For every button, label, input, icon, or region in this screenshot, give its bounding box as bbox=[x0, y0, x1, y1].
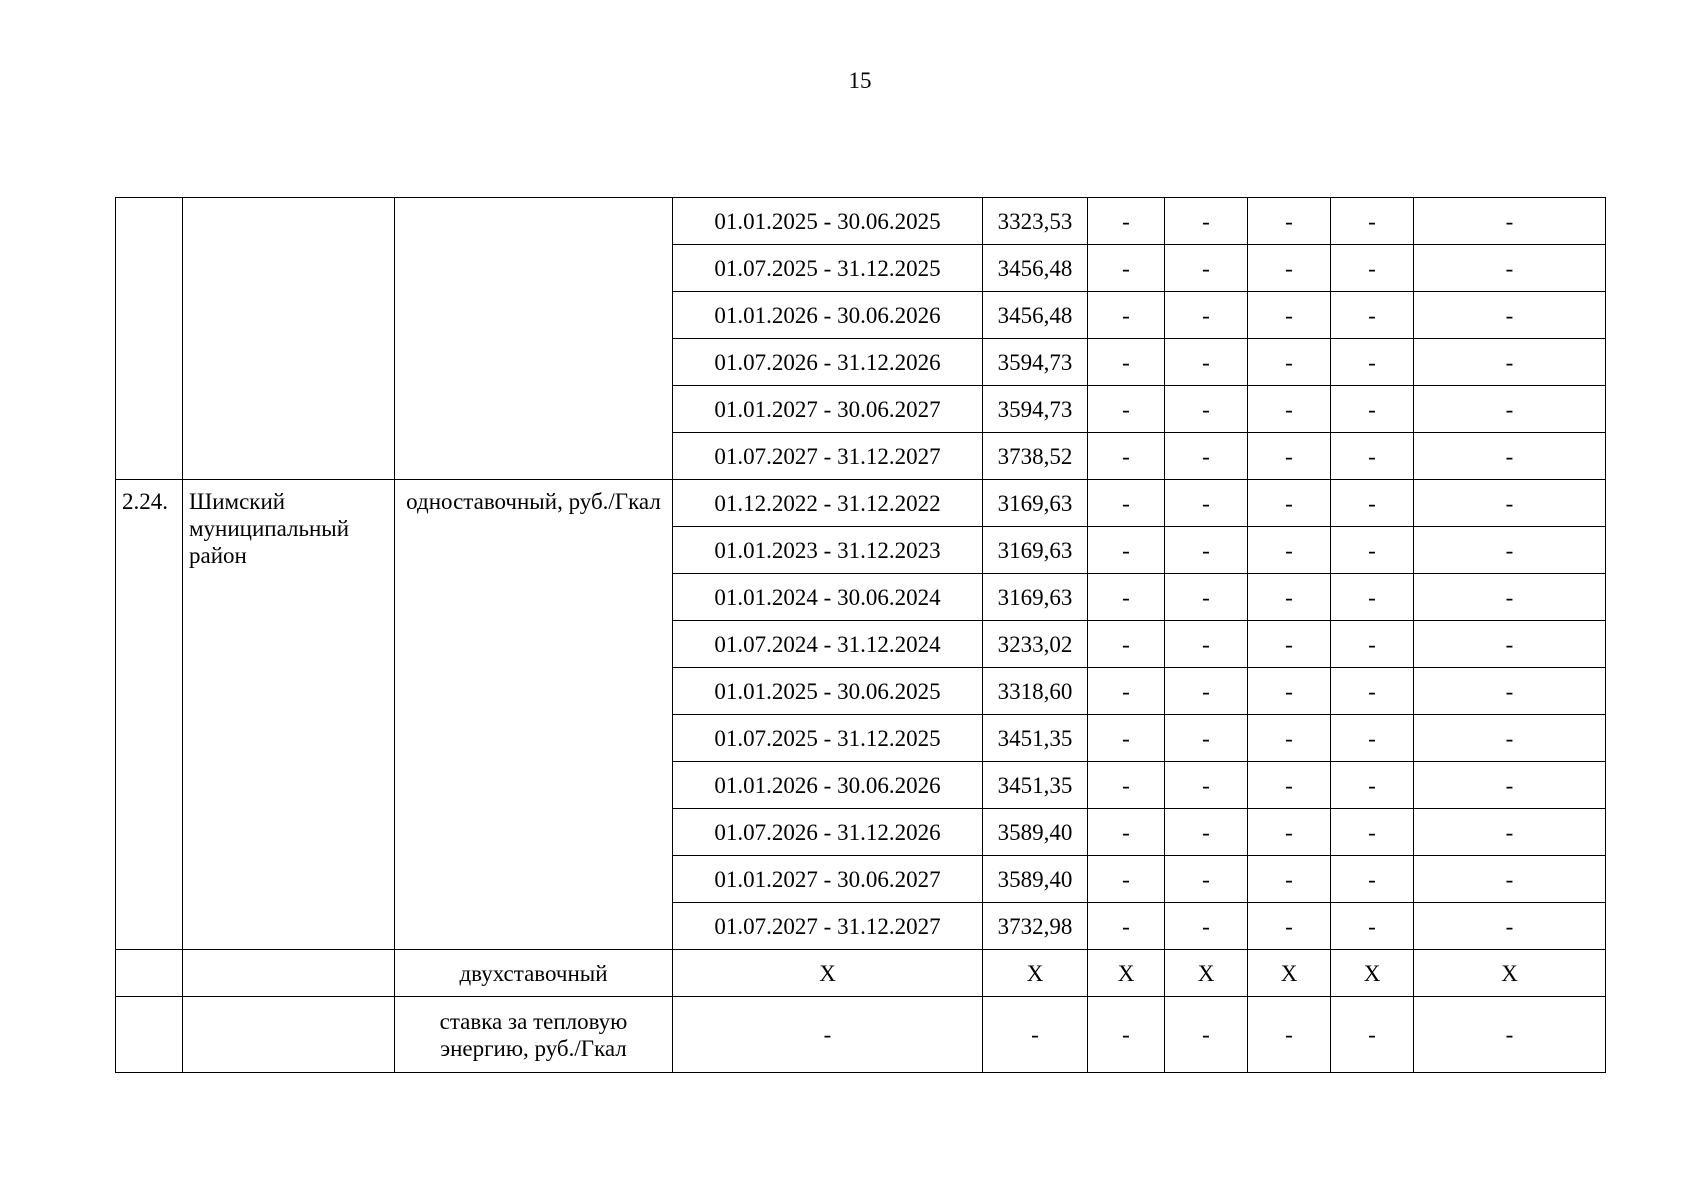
cell-c1: X bbox=[1088, 950, 1165, 997]
cell-c5: - bbox=[1414, 997, 1606, 1073]
value-cell: X bbox=[983, 950, 1088, 997]
cell-c4: - bbox=[1331, 386, 1414, 433]
cell-c3: - bbox=[1248, 715, 1331, 762]
cell-c4: - bbox=[1331, 245, 1414, 292]
cell-c3: - bbox=[1248, 997, 1331, 1073]
cell-c4: X bbox=[1331, 950, 1414, 997]
cell-c4: - bbox=[1331, 527, 1414, 574]
district-cell: Шимский муниципальный район bbox=[183, 480, 395, 950]
cell-c4: - bbox=[1331, 856, 1414, 903]
cell-c3: - bbox=[1248, 668, 1331, 715]
district-cell bbox=[183, 997, 395, 1073]
value-cell: 3169,63 bbox=[983, 527, 1088, 574]
cell-c2: - bbox=[1165, 715, 1248, 762]
cell-c2: - bbox=[1165, 574, 1248, 621]
period-cell: 01.12.2022 - 31.12.2022 bbox=[673, 480, 983, 527]
cell-c4: - bbox=[1331, 480, 1414, 527]
cell-c5: - bbox=[1414, 339, 1606, 386]
cell-c1: - bbox=[1088, 903, 1165, 950]
cell-c2: X bbox=[1165, 950, 1248, 997]
cell-c5: - bbox=[1414, 245, 1606, 292]
period-cell: 01.01.2025 - 30.06.2025 bbox=[673, 668, 983, 715]
cell-c2: - bbox=[1165, 292, 1248, 339]
district-cell bbox=[183, 198, 395, 480]
cell-c5: - bbox=[1414, 527, 1606, 574]
cell-c4: - bbox=[1331, 574, 1414, 621]
tariff-type-cell: ставка за тепловую энергию, руб./Гкал bbox=[395, 997, 673, 1073]
period-cell: 01.07.2025 - 31.12.2025 bbox=[673, 245, 983, 292]
period-cell: 01.07.2026 - 31.12.2026 bbox=[673, 339, 983, 386]
cell-c1: - bbox=[1088, 386, 1165, 433]
cell-c1: - bbox=[1088, 997, 1165, 1073]
table-row bbox=[116, 198, 1606, 245]
cell-c1: - bbox=[1088, 339, 1165, 386]
cell-c3: - bbox=[1248, 621, 1331, 668]
row-number-cell bbox=[116, 198, 183, 480]
table-row bbox=[116, 997, 1606, 1073]
cell-c5: - bbox=[1414, 433, 1606, 480]
period-cell: 01.07.2025 - 31.12.2025 bbox=[673, 715, 983, 762]
cell-c2: - bbox=[1165, 433, 1248, 480]
cell-c5: - bbox=[1414, 762, 1606, 809]
period-cell: 01.01.2027 - 30.06.2027 bbox=[673, 386, 983, 433]
row-number-cell: 2.24. bbox=[116, 480, 183, 950]
cell-c2: - bbox=[1165, 198, 1248, 245]
value-cell: 3456,48 bbox=[983, 245, 1088, 292]
cell-c2: - bbox=[1165, 856, 1248, 903]
cell-c3: - bbox=[1248, 480, 1331, 527]
cell-c5: - bbox=[1414, 480, 1606, 527]
cell-c3: - bbox=[1248, 245, 1331, 292]
value-cell: 3738,52 bbox=[983, 433, 1088, 480]
cell-c5: - bbox=[1414, 198, 1606, 245]
value-cell: - bbox=[983, 997, 1088, 1073]
period-cell: 01.01.2027 - 30.06.2027 bbox=[673, 856, 983, 903]
cell-c4: - bbox=[1331, 621, 1414, 668]
cell-c4: - bbox=[1331, 292, 1414, 339]
cell-c3: - bbox=[1248, 762, 1331, 809]
cell-c1: - bbox=[1088, 527, 1165, 574]
value-cell: 3589,40 bbox=[983, 856, 1088, 903]
cell-c3: - bbox=[1248, 339, 1331, 386]
cell-c2: - bbox=[1165, 668, 1248, 715]
period-cell: 01.01.2026 - 30.06.2026 bbox=[673, 762, 983, 809]
cell-c1: - bbox=[1088, 715, 1165, 762]
value-cell: 3451,35 bbox=[983, 762, 1088, 809]
cell-c4: - bbox=[1331, 809, 1414, 856]
value-cell: 3169,63 bbox=[983, 574, 1088, 621]
period-cell: 01.01.2023 - 31.12.2023 bbox=[673, 527, 983, 574]
cell-c4: - bbox=[1331, 668, 1414, 715]
tariff-type-cell: двухставочный bbox=[395, 950, 673, 997]
cell-c4: - bbox=[1331, 339, 1414, 386]
cell-c2: - bbox=[1165, 339, 1248, 386]
cell-c4: - bbox=[1331, 997, 1414, 1073]
cell-c2: - bbox=[1165, 386, 1248, 433]
cell-c3: - bbox=[1248, 903, 1331, 950]
cell-c1: - bbox=[1088, 621, 1165, 668]
tariff-type-cell bbox=[395, 198, 673, 480]
district-cell bbox=[183, 950, 395, 997]
cell-c5: - bbox=[1414, 292, 1606, 339]
cell-c5: - bbox=[1414, 715, 1606, 762]
value-cell: 3323,53 bbox=[983, 198, 1088, 245]
cell-c2: - bbox=[1165, 762, 1248, 809]
cell-c3: - bbox=[1248, 198, 1331, 245]
cell-c5: - bbox=[1414, 574, 1606, 621]
cell-c5: - bbox=[1414, 621, 1606, 668]
period-cell: 01.07.2027 - 31.12.2027 bbox=[673, 903, 983, 950]
cell-c1: - bbox=[1088, 198, 1165, 245]
row-number-cell bbox=[116, 950, 183, 997]
cell-c1: - bbox=[1088, 433, 1165, 480]
cell-c4: - bbox=[1331, 715, 1414, 762]
cell-c3: - bbox=[1248, 574, 1331, 621]
cell-c4: - bbox=[1331, 198, 1414, 245]
tariff-type-cell: одноставочный, руб./Гкал bbox=[395, 480, 673, 950]
cell-c4: - bbox=[1331, 762, 1414, 809]
table-row bbox=[116, 480, 1606, 527]
cell-c2: - bbox=[1165, 903, 1248, 950]
cell-c1: - bbox=[1088, 245, 1165, 292]
cell-c2: - bbox=[1165, 480, 1248, 527]
cell-c2: - bbox=[1165, 809, 1248, 856]
cell-c3: - bbox=[1248, 527, 1331, 574]
cell-c1: - bbox=[1088, 574, 1165, 621]
cell-c4: - bbox=[1331, 433, 1414, 480]
cell-c5: - bbox=[1414, 903, 1606, 950]
cell-c3: - bbox=[1248, 292, 1331, 339]
cell-c3: - bbox=[1248, 809, 1331, 856]
cell-c1: - bbox=[1088, 292, 1165, 339]
value-cell: 3318,60 bbox=[983, 668, 1088, 715]
page-number: 15 bbox=[848, 68, 872, 93]
cell-c5: - bbox=[1414, 856, 1606, 903]
cell-c1: - bbox=[1088, 480, 1165, 527]
period-cell: 01.01.2024 - 30.06.2024 bbox=[673, 574, 983, 621]
cell-c2: - bbox=[1165, 245, 1248, 292]
cell-c5: - bbox=[1414, 668, 1606, 715]
period-cell: X bbox=[673, 950, 983, 997]
cell-c3: - bbox=[1248, 433, 1331, 480]
value-cell: 3451,35 bbox=[983, 715, 1088, 762]
cell-c5: X bbox=[1414, 950, 1606, 997]
cell-c1: - bbox=[1088, 762, 1165, 809]
cell-c3: - bbox=[1248, 386, 1331, 433]
value-cell: 3589,40 bbox=[983, 809, 1088, 856]
row-number-cell bbox=[116, 997, 183, 1073]
period-cell: 01.01.2026 - 30.06.2026 bbox=[673, 292, 983, 339]
cell-c1: - bbox=[1088, 809, 1165, 856]
cell-c3: X bbox=[1248, 950, 1331, 997]
cell-c1: - bbox=[1088, 856, 1165, 903]
cell-c3: - bbox=[1248, 856, 1331, 903]
cell-c5: - bbox=[1414, 386, 1606, 433]
cell-c2: - bbox=[1165, 527, 1248, 574]
period-cell: 01.07.2026 - 31.12.2026 bbox=[673, 809, 983, 856]
table-row bbox=[116, 950, 1606, 997]
value-cell: 3732,98 bbox=[983, 903, 1088, 950]
period-cell: 01.01.2025 - 30.06.2025 bbox=[673, 198, 983, 245]
period-cell: 01.07.2024 - 31.12.2024 bbox=[673, 621, 983, 668]
value-cell: 3594,73 bbox=[983, 339, 1088, 386]
cell-c2: - bbox=[1165, 997, 1248, 1073]
value-cell: 3169,63 bbox=[983, 480, 1088, 527]
cell-c5: - bbox=[1414, 809, 1606, 856]
value-cell: 3456,48 bbox=[983, 292, 1088, 339]
period-cell: 01.07.2027 - 31.12.2027 bbox=[673, 433, 983, 480]
value-cell: 3233,02 bbox=[983, 621, 1088, 668]
cell-c4: - bbox=[1331, 903, 1414, 950]
value-cell: 3594,73 bbox=[983, 386, 1088, 433]
tariff-table bbox=[115, 197, 1606, 1073]
cell-c1: - bbox=[1088, 668, 1165, 715]
cell-c2: - bbox=[1165, 621, 1248, 668]
period-cell: - bbox=[673, 997, 983, 1073]
